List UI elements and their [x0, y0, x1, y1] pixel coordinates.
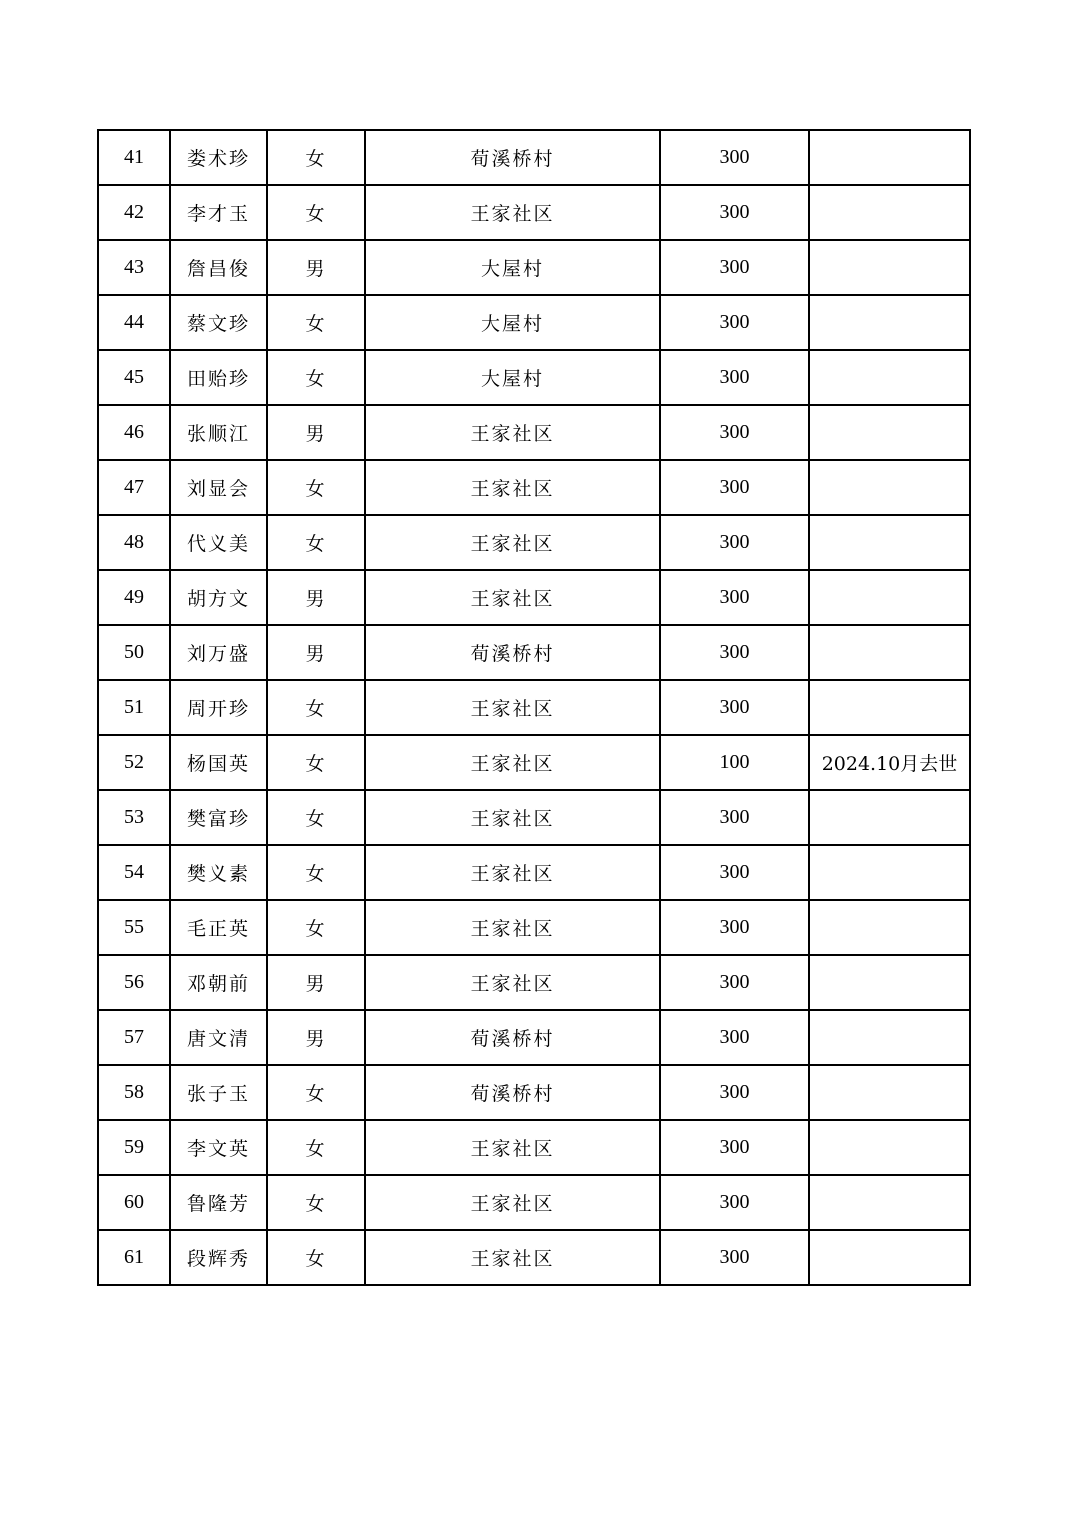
cell-village: 王家社区: [365, 1230, 660, 1285]
cell-note: [809, 130, 970, 185]
cell-name: 蔡文珍: [170, 295, 267, 350]
cell-village: 王家社区: [365, 845, 660, 900]
cell-number: 47: [98, 460, 170, 515]
cell-number: 56: [98, 955, 170, 1010]
cell-amount: 300: [660, 460, 809, 515]
cell-village: 王家社区: [365, 900, 660, 955]
cell-village: 荀溪桥村: [365, 625, 660, 680]
cell-note: [809, 625, 970, 680]
cell-name: 胡方文: [170, 570, 267, 625]
cell-amount: 300: [660, 350, 809, 405]
table-row: [98, 1065, 970, 1120]
cell-village: 王家社区: [365, 955, 660, 1010]
cell-amount: 300: [660, 185, 809, 240]
table-row: [98, 350, 970, 405]
cell-gender: 女: [267, 295, 365, 350]
cell-village: 大屋村: [365, 240, 660, 295]
cell-note: [809, 790, 970, 845]
cell-village: 大屋村: [365, 350, 660, 405]
cell-note: [809, 1230, 970, 1285]
table-row: [98, 845, 970, 900]
table-row: [98, 185, 970, 240]
cell-gender: 男: [267, 405, 365, 460]
cell-gender: 男: [267, 570, 365, 625]
cell-village: 王家社区: [365, 185, 660, 240]
cell-name: 李才玉: [170, 185, 267, 240]
cell-name: 樊义素: [170, 845, 267, 900]
cell-amount: 300: [660, 790, 809, 845]
cell-amount: 300: [660, 1120, 809, 1175]
cell-amount: 300: [660, 1175, 809, 1230]
cell-gender: 男: [267, 955, 365, 1010]
cell-number: 51: [98, 680, 170, 735]
cell-number: 43: [98, 240, 170, 295]
cell-number: 44: [98, 295, 170, 350]
cell-number: 57: [98, 1010, 170, 1065]
cell-amount: 300: [660, 625, 809, 680]
cell-gender: 女: [267, 900, 365, 955]
cell-amount: 300: [660, 240, 809, 295]
cell-gender: 女: [267, 790, 365, 845]
cell-note: [809, 680, 970, 735]
cell-note: [809, 900, 970, 955]
table-row: [98, 955, 970, 1010]
cell-note: [809, 570, 970, 625]
cell-note: [809, 1120, 970, 1175]
cell-village: 荀溪桥村: [365, 130, 660, 185]
cell-number: 46: [98, 405, 170, 460]
cell-amount: 300: [660, 295, 809, 350]
cell-village: 王家社区: [365, 680, 660, 735]
cell-amount: 300: [660, 405, 809, 460]
cell-note: [809, 1010, 970, 1065]
cell-name: 张子玉: [170, 1065, 267, 1120]
cell-amount: 300: [660, 900, 809, 955]
cell-note: [809, 350, 970, 405]
cell-village: 荀溪桥村: [365, 1010, 660, 1065]
cell-gender: 女: [267, 515, 365, 570]
table-row: [98, 570, 970, 625]
cell-gender: 女: [267, 845, 365, 900]
cell-gender: 女: [267, 680, 365, 735]
cell-number: 50: [98, 625, 170, 680]
cell-village: 王家社区: [365, 735, 660, 790]
cell-note: [809, 240, 970, 295]
table-row: [98, 680, 970, 735]
cell-name: 鲁隆芳: [170, 1175, 267, 1230]
cell-village: 荀溪桥村: [365, 1065, 660, 1120]
cell-gender: 男: [267, 240, 365, 295]
table-row: [98, 515, 970, 570]
cell-name: 邓朝前: [170, 955, 267, 1010]
cell-name: 代义美: [170, 515, 267, 570]
cell-note: [809, 460, 970, 515]
cell-number: 49: [98, 570, 170, 625]
table-row: [98, 625, 970, 680]
cell-note: [809, 405, 970, 460]
cell-village: 大屋村: [365, 295, 660, 350]
table-row: [98, 1120, 970, 1175]
cell-number: 55: [98, 900, 170, 955]
cell-name: 张顺江: [170, 405, 267, 460]
cell-amount: 300: [660, 1065, 809, 1120]
cell-amount: 300: [660, 130, 809, 185]
cell-note: [809, 1175, 970, 1230]
cell-note: [809, 1065, 970, 1120]
cell-number: 45: [98, 350, 170, 405]
cell-number: 60: [98, 1175, 170, 1230]
cell-number: 53: [98, 790, 170, 845]
cell-note: [809, 845, 970, 900]
cell-amount: 100: [660, 735, 809, 790]
cell-name: 周开珍: [170, 680, 267, 735]
cell-village: 王家社区: [365, 790, 660, 845]
cell-village: 王家社区: [365, 570, 660, 625]
cell-name: 娄术珍: [170, 130, 267, 185]
cell-gender: 女: [267, 350, 365, 405]
cell-number: 48: [98, 515, 170, 570]
table-row: [98, 900, 970, 955]
cell-number: 41: [98, 130, 170, 185]
cell-gender: 女: [267, 1175, 365, 1230]
cell-number: 59: [98, 1120, 170, 1175]
cell-village: 王家社区: [365, 1175, 660, 1230]
cell-village: 王家社区: [365, 460, 660, 515]
table-row: [98, 1010, 970, 1065]
table-row: [98, 130, 970, 185]
cell-note: 2024.10月去世: [809, 735, 970, 790]
cell-name: 杨国英: [170, 735, 267, 790]
cell-name: 李文英: [170, 1120, 267, 1175]
cell-amount: 300: [660, 680, 809, 735]
cell-gender: 女: [267, 1120, 365, 1175]
cell-gender: 女: [267, 735, 365, 790]
cell-village: 王家社区: [365, 405, 660, 460]
cell-amount: 300: [660, 1230, 809, 1285]
cell-amount: 300: [660, 570, 809, 625]
cell-number: 61: [98, 1230, 170, 1285]
cell-note: [809, 515, 970, 570]
cell-name: 樊富珍: [170, 790, 267, 845]
cell-gender: 女: [267, 130, 365, 185]
table-row: [98, 1175, 970, 1230]
cell-name: 段辉秀: [170, 1230, 267, 1285]
cell-number: 52: [98, 735, 170, 790]
cell-name: 毛正英: [170, 900, 267, 955]
table-row: [98, 790, 970, 845]
table-row: [98, 405, 970, 460]
cell-amount: 300: [660, 515, 809, 570]
cell-number: 54: [98, 845, 170, 900]
table-row: [98, 460, 970, 515]
table-row: [98, 1230, 970, 1285]
cell-name: 刘显会: [170, 460, 267, 515]
cell-village: 王家社区: [365, 1120, 660, 1175]
cell-note: [809, 295, 970, 350]
cell-note: [809, 185, 970, 240]
cell-gender: 女: [267, 1230, 365, 1285]
cell-name: 唐文清: [170, 1010, 267, 1065]
cell-name: 刘万盛: [170, 625, 267, 680]
cell-amount: 300: [660, 1010, 809, 1065]
cell-amount: 300: [660, 955, 809, 1010]
subsidy-table: [97, 129, 971, 1286]
cell-gender: 女: [267, 185, 365, 240]
table-row: [98, 735, 970, 790]
table-row: [98, 240, 970, 295]
cell-number: 58: [98, 1065, 170, 1120]
table-body: [98, 130, 970, 1285]
cell-amount: 300: [660, 845, 809, 900]
cell-gender: 女: [267, 460, 365, 515]
cell-gender: 男: [267, 1010, 365, 1065]
cell-village: 王家社区: [365, 515, 660, 570]
table-row: [98, 295, 970, 350]
cell-note: [809, 955, 970, 1010]
cell-name: 田贻珍: [170, 350, 267, 405]
cell-number: 42: [98, 185, 170, 240]
cell-name: 詹昌俊: [170, 240, 267, 295]
cell-gender: 男: [267, 625, 365, 680]
cell-gender: 女: [267, 1065, 365, 1120]
